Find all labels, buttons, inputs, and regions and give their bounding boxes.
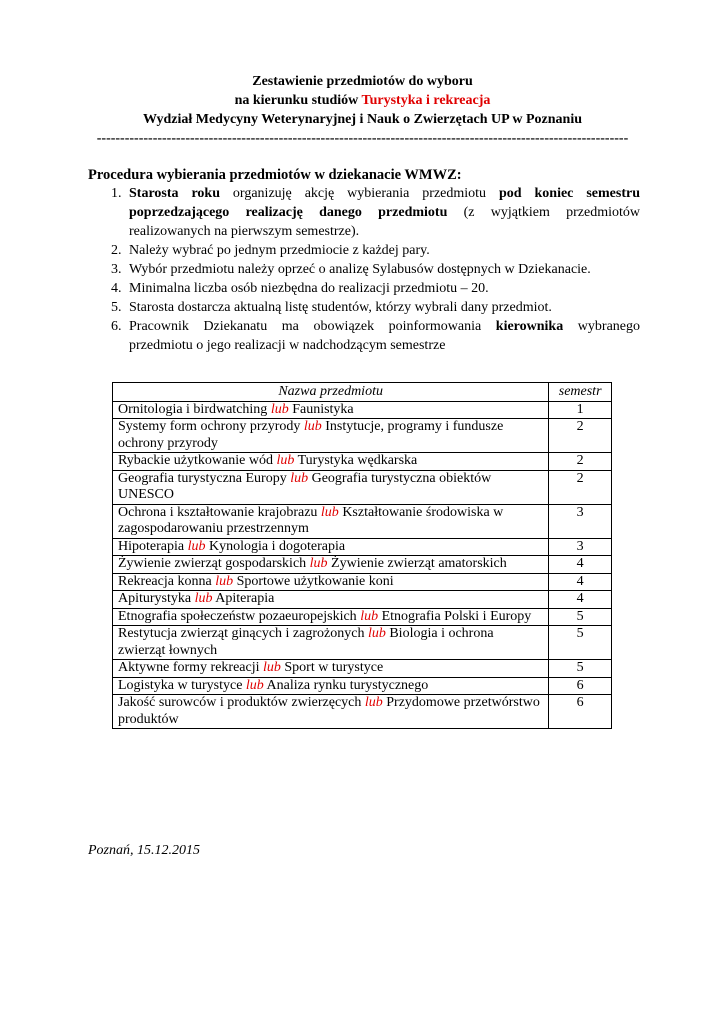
procedure-step bbox=[88, 317, 640, 355]
subject-pair-cell bbox=[113, 419, 549, 453]
table-row bbox=[113, 660, 612, 678]
semester-cell: 3 bbox=[549, 538, 612, 556]
or-connector: lub bbox=[290, 470, 309, 486]
subject-option-a: Restytucja zwierząt ginących i zagrożonych bbox=[118, 626, 365, 641]
subject-option-a: Jakość surowców i produktów zwierzęcych bbox=[118, 695, 362, 710]
subject-pair-cell bbox=[113, 677, 549, 695]
semester-cell: 5 bbox=[549, 626, 612, 660]
subject-option-a: Geografia turystyczna Europy bbox=[118, 470, 287, 486]
subject-option-a: Rybackie użytkowanie wód bbox=[118, 453, 273, 468]
subject-pair-cell bbox=[113, 695, 549, 729]
subject-option-a: Etnografia społeczeństw pozaeuropejskich bbox=[118, 608, 357, 624]
or-connector: lub bbox=[215, 573, 234, 589]
table-row bbox=[113, 591, 612, 609]
step-text: Minimalna liczba osób niezbędna do realizacji przedmiotu – 20. bbox=[129, 281, 489, 296]
semester-cell: 6 bbox=[549, 677, 612, 695]
step-number: 4. bbox=[111, 281, 122, 296]
column-header-name: Nazwa przedmiotu bbox=[113, 383, 549, 402]
step-text: Starosta dostarcza aktualną listę studentów, którzy wybrali dany przedmiot. bbox=[129, 300, 552, 315]
or-connector: lub bbox=[309, 556, 328, 571]
subject-pair-cell bbox=[113, 660, 549, 678]
semester-cell: 6 bbox=[549, 695, 612, 729]
header-program-name: Turystyka i rekreacja bbox=[361, 93, 491, 108]
subject-option-b: Analiza rynku turystycznego bbox=[266, 677, 429, 693]
subjects-table bbox=[112, 382, 612, 729]
subject-pair-cell bbox=[113, 591, 549, 609]
subject-option-b: Sport w turystyce bbox=[284, 660, 384, 675]
table-row bbox=[113, 401, 612, 419]
table-row bbox=[113, 556, 612, 574]
step-text: (z wyjątkiem przedmiotów realizowanych na pierwszym semestrze). bbox=[129, 205, 640, 239]
subject-pair-cell bbox=[113, 401, 549, 419]
semester-cell: 3 bbox=[549, 504, 612, 538]
semester-cell: 5 bbox=[549, 660, 612, 678]
semester-cell: 4 bbox=[549, 573, 612, 591]
or-connector: lub bbox=[276, 453, 295, 468]
step-number: 2. bbox=[111, 243, 122, 258]
subject-pair-cell bbox=[113, 608, 549, 626]
subject-pair-cell bbox=[113, 573, 549, 591]
step-number: 3. bbox=[111, 262, 122, 277]
step-text: Pracownik Dziekanatu ma obowiązek poinformowania bbox=[129, 319, 496, 334]
semester-cell: 5 bbox=[549, 608, 612, 626]
subject-pair-cell bbox=[113, 626, 549, 660]
procedure-step bbox=[88, 279, 640, 298]
or-connector: lub bbox=[263, 660, 281, 675]
semester-cell: 2 bbox=[549, 453, 612, 471]
or-connector: lub bbox=[194, 591, 213, 606]
header-separator: ------------------------------------------------------------------------------------------------------------------ bbox=[96, 131, 629, 146]
table-row bbox=[113, 453, 612, 471]
subject-option-b: Faunistyka bbox=[292, 401, 354, 417]
subject-pair-cell bbox=[113, 556, 549, 574]
step-text: wybranego przedmiotu o jego realizacji w nadchodzącym semestrze bbox=[129, 319, 640, 353]
step-number: 1. bbox=[111, 186, 122, 201]
table-row bbox=[113, 626, 612, 660]
subject-option-b: Przydomowe przetwórstwo produktów bbox=[118, 695, 540, 727]
or-connector: lub bbox=[320, 504, 339, 520]
subject-pair-cell bbox=[113, 504, 549, 538]
subject-option-b: Turystyka wędkarska bbox=[297, 453, 418, 468]
procedure-title: Procedura wybierania przedmiotów w dziekanacie WMWZ: bbox=[88, 167, 462, 183]
table-row bbox=[113, 504, 612, 538]
table-header-row bbox=[113, 383, 612, 402]
header-program-line bbox=[90, 91, 635, 110]
subject-pair-cell bbox=[113, 470, 549, 504]
subject-option-b: Sportowe użytkowanie koni bbox=[236, 573, 394, 589]
procedure-step bbox=[88, 298, 640, 317]
table-row bbox=[113, 608, 612, 626]
subject-option-b: Etnografia Polski i Europy bbox=[381, 608, 532, 624]
or-connector: lub bbox=[270, 401, 289, 417]
subject-option-b: Żywienie zwierząt amatorskich bbox=[331, 556, 507, 571]
subject-option-b: Kynologia i dogoterapia bbox=[208, 538, 346, 554]
subject-option-a: Żywienie zwierząt gospodarskich bbox=[118, 556, 307, 571]
procedure-steps-list bbox=[88, 184, 640, 355]
subject-pair-cell bbox=[113, 538, 549, 556]
step-text: Wybór przedmiotu należy oprzeć o analizę Sylabusów dostępnych w Dziekanacie. bbox=[129, 262, 591, 277]
column-header-semester: semestr bbox=[549, 383, 612, 402]
subject-option-a: Apiturystyka bbox=[118, 591, 192, 606]
subject-option-a: Logistyka w turystyce bbox=[118, 677, 243, 693]
place-date: Poznań, 15.12.2015 bbox=[88, 843, 200, 858]
table-row bbox=[113, 419, 612, 453]
subject-option-a: Ochrona i kształtowanie krajobrazu bbox=[118, 504, 318, 520]
step-text-bold: kierownika bbox=[495, 319, 564, 334]
step-text: organizuję akcję wybierania przedmiotu bbox=[220, 186, 499, 201]
table-row bbox=[113, 573, 612, 591]
semester-cell: 2 bbox=[549, 419, 612, 453]
table-row bbox=[113, 695, 612, 729]
header-program-prefix: na kierunku studiów bbox=[234, 93, 362, 108]
subject-option-b: Apiterapia bbox=[215, 591, 275, 606]
semester-cell: 1 bbox=[549, 401, 612, 419]
header-title: Zestawienie przedmiotów do wyboru bbox=[252, 74, 473, 89]
header-faculty: Wydział Medycyny Weterynaryjnej i Nauk o Zwierzętach UP w Poznaniu bbox=[142, 112, 583, 127]
step-text-bold: Starosta roku bbox=[129, 186, 220, 201]
semester-cell: 4 bbox=[549, 556, 612, 574]
semester-cell: 4 bbox=[549, 591, 612, 609]
subject-option-a: Systemy form ochrony przyrody bbox=[118, 419, 301, 434]
or-connector: lub bbox=[303, 419, 322, 434]
subject-option-b: Biologia i ochrona zwierząt łownych bbox=[118, 626, 494, 658]
subject-option-a: Ornitologia i birdwatching bbox=[118, 401, 268, 417]
or-connector: lub bbox=[364, 695, 383, 710]
or-connector: lub bbox=[360, 608, 379, 624]
step-text-bold: pod koniec semestru poprzedzającego realizację danego przedmiotu bbox=[129, 186, 640, 220]
subject-option-a: Hipoterapia bbox=[118, 538, 185, 554]
procedure-step bbox=[88, 241, 640, 260]
step-number: 6. bbox=[111, 319, 122, 334]
table-row bbox=[113, 538, 612, 556]
step-text: Należy wybrać po jednym przedmiocie z każdej pary. bbox=[129, 243, 430, 258]
or-connector: lub bbox=[245, 677, 264, 693]
table-row bbox=[113, 677, 612, 695]
subjects-table-body bbox=[113, 401, 612, 729]
document-header bbox=[90, 72, 635, 148]
procedure-step bbox=[88, 184, 640, 241]
subject-option-b: Instytucje, programy i fundusze ochrony przyrody bbox=[118, 419, 504, 451]
subject-pair-cell bbox=[113, 453, 549, 471]
or-connector: lub bbox=[367, 626, 386, 641]
table-row bbox=[113, 470, 612, 504]
subject-option-b: Geografia turystyczna obiektów UNESCO bbox=[118, 470, 492, 502]
step-number: 5. bbox=[111, 300, 122, 315]
subject-option-b: Kształtowanie środowiska w zagospodarowaniu przestrzennym bbox=[118, 504, 504, 536]
or-connector: lub bbox=[187, 538, 206, 554]
procedure-step bbox=[88, 260, 640, 279]
subject-option-a: Rekreacja konna bbox=[118, 573, 212, 589]
subject-option-a: Aktywne formy rekreacji bbox=[118, 660, 260, 675]
semester-cell: 2 bbox=[549, 470, 612, 504]
